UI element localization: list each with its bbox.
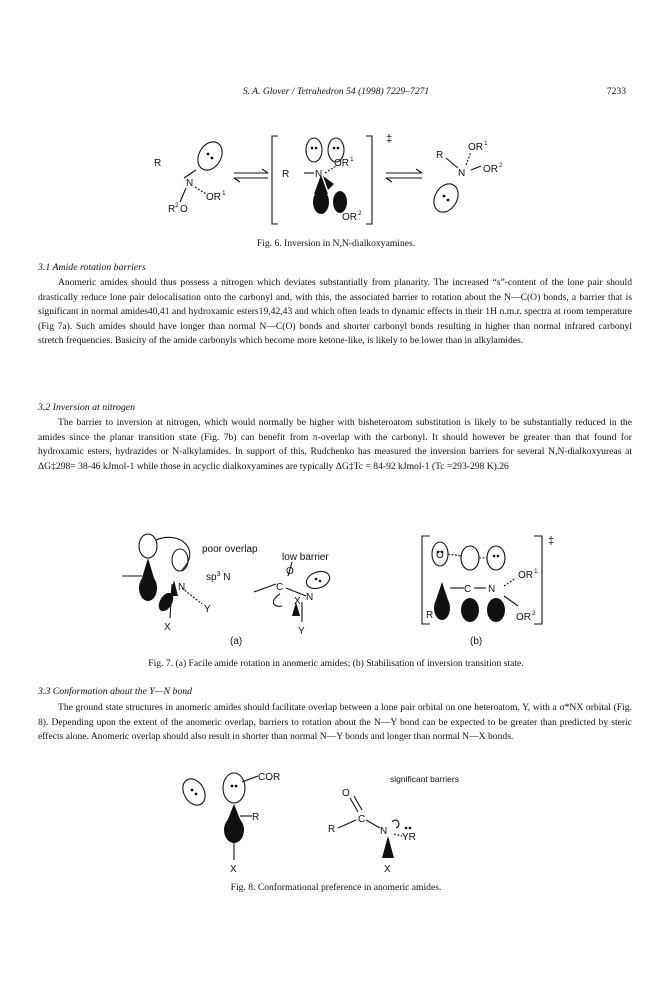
svg-text:R: R [282,169,290,180]
svg-text:R: R [436,150,444,161]
svg-text:X: X [164,622,171,633]
svg-text:Y: Y [298,626,305,637]
svg-text:OR: OR [483,164,498,175]
page-number: 7233 [606,86,626,97]
svg-text:2: 2 [532,610,536,617]
svg-text:Y: Y [230,812,237,823]
section-3-2-heading: 3.2 Inversion at nitrogen [38,402,136,413]
svg-text:N: N [488,584,496,595]
svg-text:Y: Y [204,604,211,615]
svg-text:N: N [178,582,186,593]
figure-6-scheme [140,128,540,230]
svg-text:N: N [315,169,323,180]
svg-text:‡: ‡ [548,535,555,547]
section-3-3-paragraph [38,701,632,745]
figure-8-scheme [160,768,500,876]
svg-text:2: 2 [358,210,362,217]
svg-text:C: C [276,582,284,593]
svg-text:N: N [186,178,194,189]
svg-text:1: 1 [534,568,538,575]
section-3-2-text: The barrier to inversion at nitrogen, which would normally be higher with bisheteroatom substitution is likely to be substantially reduced in the amides since the planar transition state (Fig. 7b) can benefit from π-overlap with the carbonyl. It should however be greater than that found for hydroxamic esters, hydrazides or N-alkylamides. In support of this, Rudchenko has measured the inversion barriers for several N,N-dialkoxyureas at ΔG‡298= 38-46 kJmol-1 while those in acyclic dialkoxyamines are typically ΔG‡Tc = 84-92 kJmol-1 (Tc =293-298 K).26 [38,417,632,472]
svg-text:O: O [436,550,444,561]
label-sp3-n: $sp^3$ N [206,571,231,583]
svg-text:1: 1 [222,190,226,197]
label-part-a: (a) [230,636,243,647]
svg-text:O: O [286,566,294,577]
svg-text:R: R [252,812,260,823]
svg-text:X: X [230,864,237,875]
running-header: S. A. Glover / Tetrahedron 54 (1998) 7229–7271 [242,86,430,97]
svg-text:N: N [306,592,314,603]
section-3-3-text: The ground state structures in anomeric amides should facilitate overlap between a lone pair orbital on one heteroatom, Y, with a σ*NX orbital (Fig. 8). Depending upon the extent of the anomeric overlap, barriers to rotation about the N—Y bond can be expected to be greater than predicted by steric effects alone. Anomeric overlap should also result in shorter than normal N—Y bonds and longer than normal N—X bonds. [38,702,632,743]
svg-text:X: X [384,864,391,875]
svg-text:X: X [294,596,301,607]
svg-text:R: R [328,824,336,835]
svg-text:COR: COR [258,772,281,783]
svg-text:C: C [358,814,366,825]
section-3-1-paragraph [38,276,632,349]
svg-text:‡: ‡ [386,133,393,145]
svg-text:OR: OR [342,212,357,223]
svg-text:R: R [426,610,434,621]
svg-text:OR: OR [468,142,483,153]
label-low-barrier: low barrier [282,552,329,563]
svg-text:OR: OR [206,192,221,203]
figure-7-scheme [120,530,560,650]
section-3-3-heading: 3.3 Conformation about the Y—N bond [38,686,193,697]
svg-text:OR: OR [518,570,533,581]
svg-text:R: R [154,158,162,169]
svg-text:C: C [464,584,472,595]
svg-text:N: N [458,168,466,179]
figure-6-caption: Fig. 6. Inversion in N,N-dialkoxyamines. [256,238,416,249]
svg-text:OR: OR [516,612,531,623]
svg-text:O: O [342,788,350,799]
section-3-1-text: Anomeric amides should thus possess a nitrogen which deviates substantially from planarity. The increased “s”-content of the lone pair should drastically reduce lone pair delocalisation onto the carbonyl and, with this, the associated barrier to rotation about the N—C(O) bonds, a barrier that is significant in normal amides40,41 and hydroxamic esters19,42,43 and which often leads to dynamic effects in their 1H n.m.r. spectra at room temperature (Fig 7a). Such amides should have longer than normal N—C(O) bonds and shorter carbonyl bonds resulting in higher than normal infrared carbonyl stretch frequencies. Basicity of the amide carbonyls which become more ketone-like, is likely to be lower than in alkylamides. [38,277,632,347]
label-significant-barriers: significant barriers [390,774,459,784]
svg-text:R: R [168,204,176,215]
svg-text:2: 2 [499,162,503,169]
svg-text:1: 1 [484,140,488,147]
svg-text:N: N [380,826,388,837]
section-3-2-paragraph [38,416,632,474]
svg-text:1: 1 [350,156,354,163]
figure-7-caption: Fig. 7. (a) Facile amide rotation in anomeric amides; (b) Stabilisation of inversion transition state. [148,658,524,669]
figure-8-caption: Fig. 8. Conformational preference in anomeric amides. [230,882,442,893]
svg-text:2: 2 [175,202,179,209]
label-part-b: (b) [470,636,483,647]
label-poor-overlap: poor overlap [202,544,258,555]
svg-text:O: O [180,204,188,215]
svg-text:OR: OR [334,158,349,169]
section-3-1-heading: 3.1 Amide rotation barriers [38,262,146,273]
svg-text:YR: YR [402,832,416,843]
